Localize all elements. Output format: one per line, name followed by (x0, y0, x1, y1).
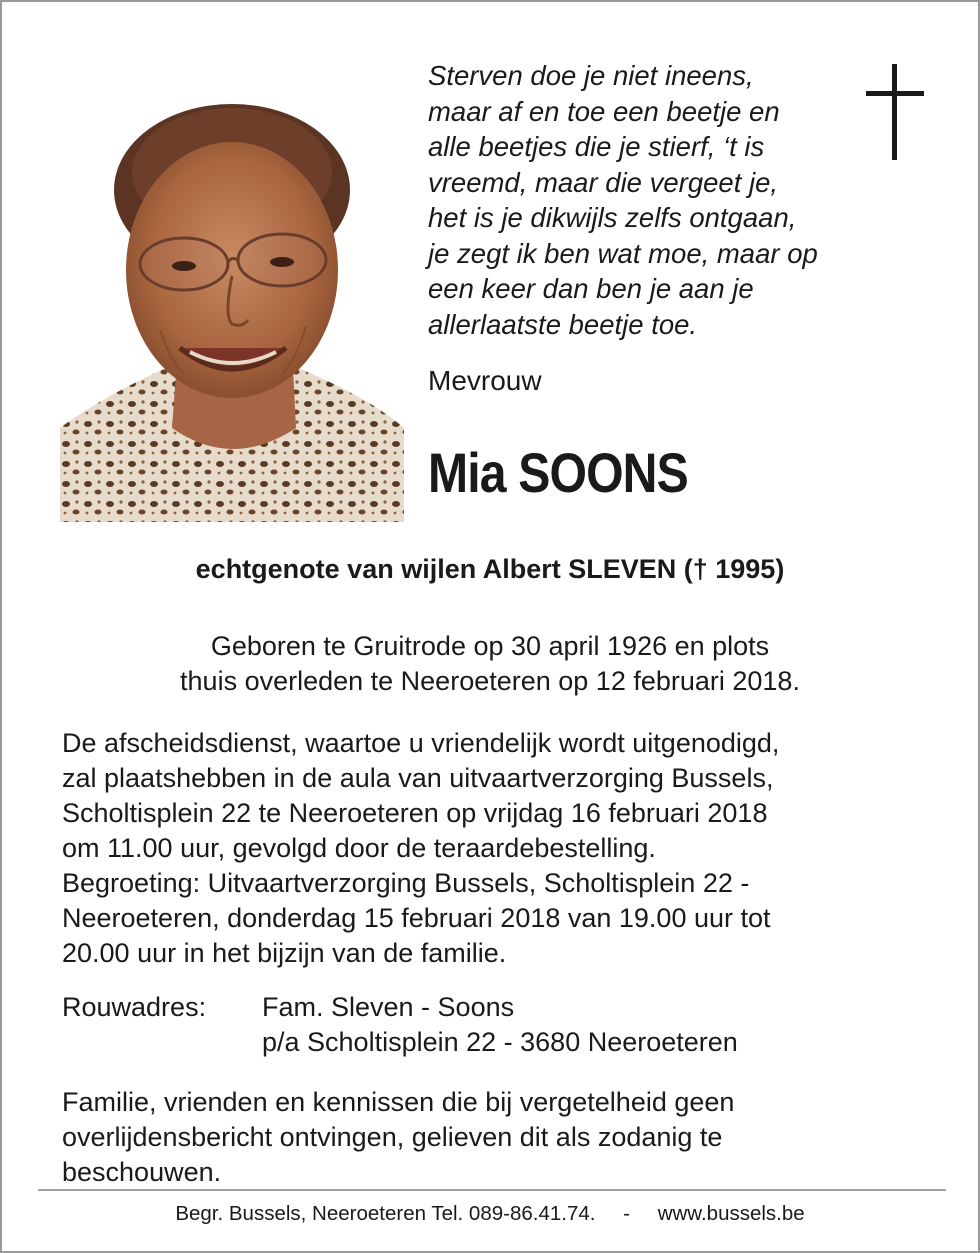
address-line-1: Fam. Sleven - Soons (262, 992, 515, 1022)
portrait-photo (60, 98, 404, 522)
address-line-2: p/a Scholtisplein 22 - 3680 Neeroeteren (262, 1027, 738, 1057)
birth-death-line: thuis overleden te Neeroeteren op 12 februari 2018. (180, 666, 800, 696)
closing-text (62, 1085, 942, 1190)
spouse-line: echtgenote van wijlen Albert SLEVEN († 1995) (195, 554, 785, 584)
service-line: Scholtisplein 22 te Neeroeteren op vrijdag 16 februari 2018 (62, 798, 768, 828)
closing-line: beschouwen. (62, 1157, 222, 1187)
poem-line: een keer dan ben je aan je (428, 273, 754, 304)
poem-line: alle beetjes die je stierf, ‘t is (428, 131, 765, 162)
footer-separator: - (623, 1202, 630, 1225)
footer-divider (38, 1189, 946, 1191)
honorific: Mevrouw (428, 365, 542, 396)
service-line: zal plaatshebben in de aula van uitvaartverzorging Bussels, (62, 763, 774, 793)
poem-line: allerlaatste beetje toe. (428, 308, 698, 340)
birth-death-text (2, 629, 978, 699)
poem-line: Sterven doe je niet ineens, (428, 60, 754, 91)
footer-website-link[interactable]: www.bussels.be (657, 1202, 805, 1225)
service-line: Begroeting: Uitvaartverzorging Bussels, Scholtisplein 22 - (62, 868, 750, 898)
poem-line: maar af en toe een beetje en (428, 95, 780, 127)
footer-company: Begr. Bussels, Neeroeteren Tel. 089-86.41.74. (175, 1202, 596, 1225)
service-line: 20.00 uur in het bijzijn van de familie. (62, 938, 507, 968)
service-line: Neeroeteren, donderdag 15 februari 2018 van 19.00 uur tot (62, 903, 771, 933)
poem-line: het is je dikwijls zelfs ontgaan, (428, 202, 797, 233)
service-text (62, 726, 942, 971)
closing-line: overlijdensbericht ontvingen, gelieven dit als zodanig te (62, 1122, 723, 1152)
deceased-name: Mia SOONS (428, 441, 688, 504)
address-label: Rouwadres: (62, 992, 207, 1022)
poem-line: je zegt ik ben wat moe, maar op (428, 237, 818, 269)
cross-icon (866, 64, 924, 160)
closing-line: Familie, vrienden en kennissen die bij vergetelheid geen (62, 1087, 735, 1117)
poem (428, 58, 868, 342)
service-line: De afscheidsdienst, waartoe u vriendelijk wordt uitgenodigd, (62, 728, 780, 758)
birth-death-line: Geboren te Gruitrode op 30 april 1926 en plots (210, 631, 770, 661)
service-line: om 11.00 uur, gevolgd door de teraardebestelling. (62, 833, 656, 863)
poem-line: vreemd, maar die vergeet je, (428, 166, 779, 198)
footer (2, 1202, 978, 1226)
